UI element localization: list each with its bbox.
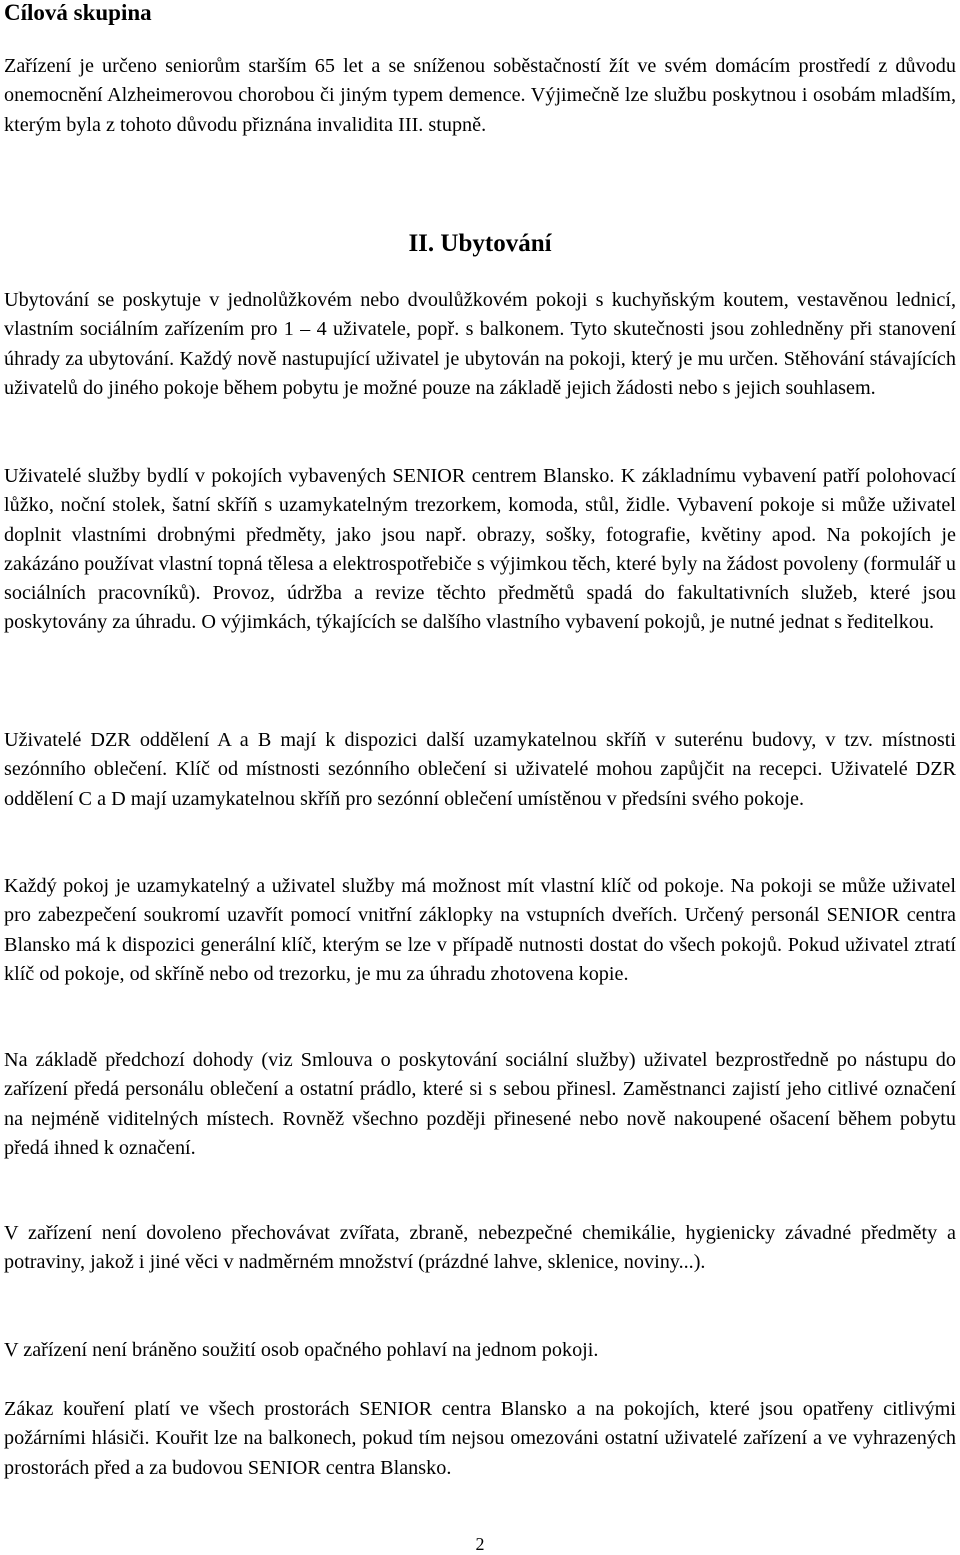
section-heading-target-group: Cílová skupina (4, 0, 152, 25)
paragraph-clothing-labeling: Na základě předchozí dohody (viz Smlouva o poskytování sociální služby) uživatel bezprostředně po nástupu do zařízení předá personálu oblečení a ostatní prádlo, které si s sebou přinesl. Zaměstnanci zajistí jeho citlivé označení na nejméně viditelných místech. Rovněž všechno později přinesené nebo nově nakoupené ošacení během pobytu předá ihned k označení. (4, 1049, 956, 1159)
paragraph-seasonal-storage: Uživatelé DZR oddělení A a B mají k dispozici další uzamykatelnou skříň v suterénu budovy, v tzv. místnosti sezónního oblečení. Klíč od místnosti sezónního oblečení si uživatelé mohou zapůjčit na recepci. Uživatelé DZR oddělení C a D mají uzamykatelnou skříň pro sezónní oblečení umístěnou v předsíni svého pokoje. (4, 729, 956, 810)
paragraph-target-group: Zařízení je určeno seniorům starším 65 let a se sníženou soběstačností žít ve svém domácím prostředí z důvodu onemocnění Alzheimerovou chorobou či jiným typem demence. Výjimečně lze službu poskytnou i osobám mladším, kterým byla z tohoto důvodu přiznána invalidita III. stupně. (4, 55, 956, 136)
paragraph-room-equipment: Uživatelé služby bydlí v pokojích vybavených SENIOR centrem Blansko. K základnímu vybavení patří polohovací lůžko, noční stolek, šatní skříň s uzamykatelným trezorkem, komoda, stůl, židle. Vybavení pokoje si může uživatel doplnit vlastními drobnými předměty, jako jsou např. obrazy, sošky, fotografie, květiny apod. Na pokojích je zakázáno používat vlastní topná tělesa a elektrospotřebiče s výjimkou těch, které byly na žádost povoleny (formulář u sociálních pracovníků). Provoz, údržba a revize těchto předmětů spadá do fakultativních služeb, které jsou poskytovány za úhradu. O výjimkách, týkajících se dalšího vlastního vybavení pokojů, je nutné jednat s ředitelkou. (4, 465, 956, 634)
paragraph-smoking-ban: Zákaz kouření platí ve všech prostorách SENIOR centra Blansko a na pokojích, které jsou opatřeny citlivými požárními hlásiči. Kouřit lze na balkonech, pokud tím nejsou omezováni ostatní uživatelé zařízení a ve vyhrazených prostorách před a za budovou SENIOR centra Blansko. (4, 1398, 956, 1479)
section-heading-accommodation: II. Ubytování (408, 230, 552, 257)
paragraph-room-keys: Každý pokoj je uzamykatelný a uživatel služby má možnost mít vlastní klíč od pokoje. Na pokoji se může uživatel pro zabezpečení soukromí uzavřít pomocí vnitřní záklopky na vstupních dveřích. Určený personál SENIOR centra Blansko má k dispozici generální klíč, kterým se lze v případě nutnosti dostat do všech pokojů. Pokud uživatel ztratí klíč od pokoje, od skříně nebo od trezorku, je mu za úhradu zhotovena kopie. (4, 875, 956, 985)
paragraph-accommodation-rooms: Ubytování se poskytuje v jednolůžkovém nebo dvoulůžkovém pokoji s kuchyňským koutem, vestavěnou lednicí, vlastním sociálním zařízením pro 1 – 4 uživatele, popř. s balkonem. Tyto skutečnosti jsou zohledněny při stanovení úhrady za ubytování. Každý nově nastupující uživatel je ubytován na pokoji, který je mu určen. Stěhování stávajících uživatelů do jiného pokoje během pobytu je možné pouze na základě jejich žádosti nebo s jejich souhlasem. (4, 289, 956, 399)
page-number: 2 (475, 1534, 485, 1554)
paragraph-cohabitation: V zařízení není bráněno soužití osob opačného pohlaví na jednom pokoji. (4, 1339, 599, 1361)
paragraph-prohibited-items: V zařízení není dovoleno přechovávat zvířata, zbraně, nebezpečné chemikálie, hygienicky závadné předměty a potraviny, jakož i jiné věci v nadměrném množství (prázdné lahve, sklenice, noviny...). (4, 1222, 956, 1274)
